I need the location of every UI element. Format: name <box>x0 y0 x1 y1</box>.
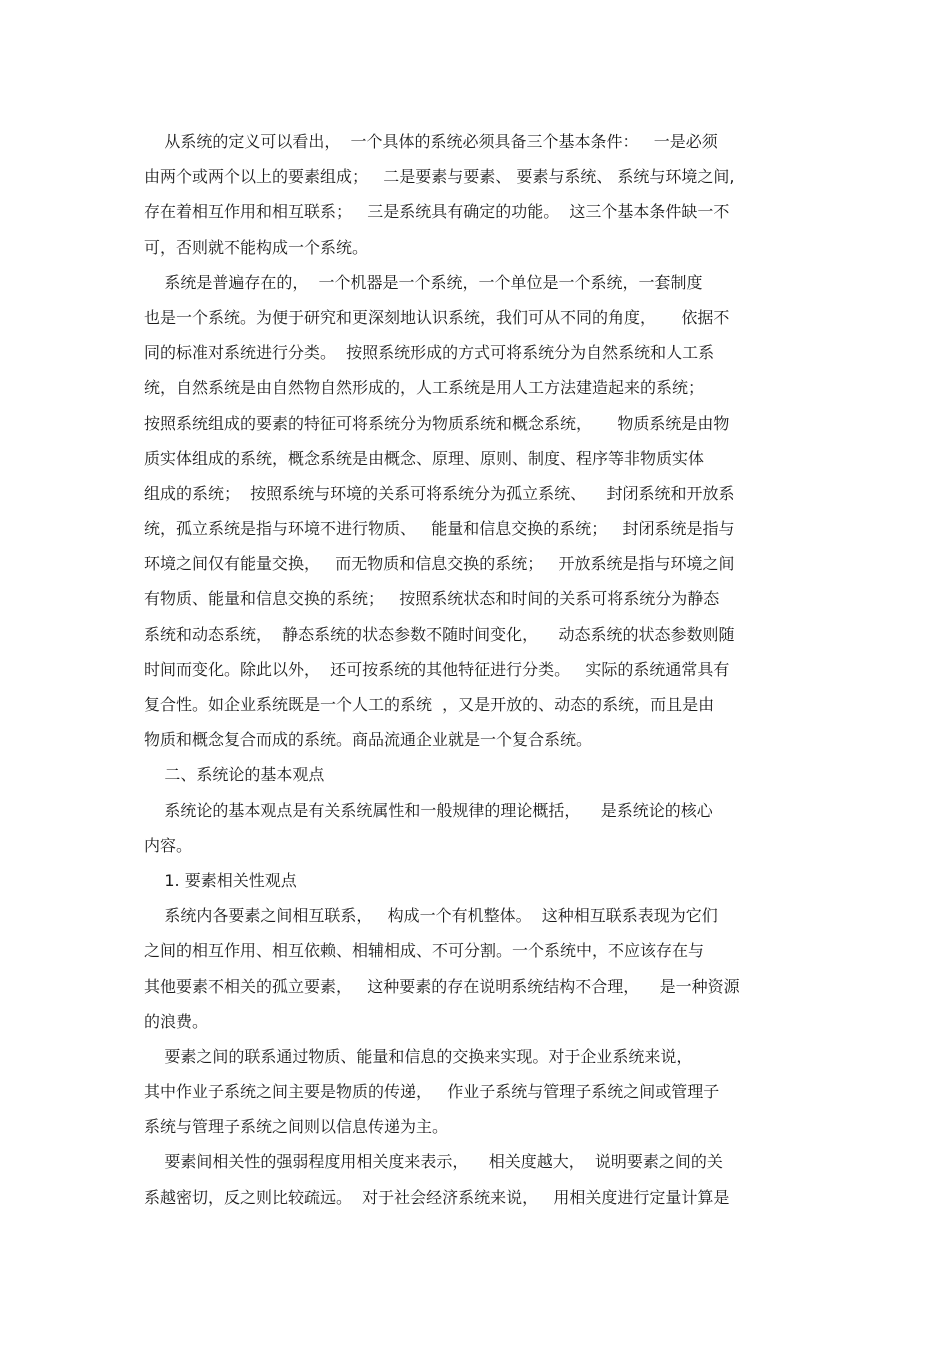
text-line: 系越密切，反之则比较疏远。 对于社会经济系统来说， 用相关度进行定量计算是 <box>144 1187 730 1207</box>
text-line: 从系统的定义可以看出， 一个具体的系统必须具备三个基本条件： 一是必须 <box>144 132 718 151</box>
body-text <box>144 124 809 1215</box>
text-line: 二、系统论的基本观点 <box>144 765 325 785</box>
text-line: 1. 要素相关性观点 <box>144 870 297 890</box>
text-line: 统，自然系统是由自然物自然形成的，人工系统是用人工方法建造起来的系统； <box>144 378 705 398</box>
text-line: 组成的系统； 按照系统与环境的关系可将系统分为孤立系统、 封闭系统和开放系 <box>144 483 735 503</box>
text-line: 也是一个系统。为便于研究和更深刻地认识系统，我们可从不同的角度， 依据不 <box>144 307 730 327</box>
text-line: 内容。 <box>144 835 193 855</box>
text-line: 要素之间的联系通过物质、能量和信息的交换来实现。对于企业系统来说， <box>144 1046 693 1066</box>
text-line: 环境之间仅有能量交换， 而无物质和信息交换的系统； 开放系统是指与环境之间 <box>144 554 735 574</box>
text-line: 时间而变化。除此以外， 还可按系统的其他特征进行分类。 实际的系统通常具有 <box>144 659 730 679</box>
text-line: 存在着相互作用和相互联系； 三是系统具有确定的功能。 这三个基本条件缺一不 <box>144 202 730 222</box>
text-line: 统，孤立系统是指与环境不进行物质、 能量和信息交换的系统； 封闭系统是指与 <box>144 519 735 539</box>
text-line: 其他要素不相关的孤立要素， 这种要素的存在说明系统结构不合理， 是一种资源 <box>144 976 740 996</box>
text-line: 的浪费。 <box>144 1011 209 1031</box>
text-line: 复合性。如企业系统既是一个人工的系统 ，又是开放的、动态的系统，而且是由 <box>144 695 715 714</box>
text-line: 系统是普遍存在的， 一个机器是一个系统，一个单位是一个系统，一套制度 <box>144 272 703 292</box>
text-line: 系统论的基本观点是有关系统属性和一般规律的理论概括， 是系统论的核心 <box>144 800 713 820</box>
text-line: 其中作业子系统之间主要是物质的传递， 作业子系统与管理子系统之间或管理子 <box>144 1082 720 1102</box>
text-line: 物质和概念复合而成的系统。商品流通企业就是一个复合系统。 <box>144 730 593 750</box>
text-line: 按照系统组成的要素的特征可将系统分为物质系统和概念系统， 物质系统是由物 <box>144 413 730 433</box>
text-line: 要素间相关性的强弱程度用相关度来表示， 相关度越大， 说明要素之间的关 <box>144 1152 723 1172</box>
text-line: 系统和动态系统， 静态系统的状态参数不随时间变化， 动态系统的状态参数则随 <box>144 624 735 644</box>
text-line: 质实体组成的系统，概念系统是由概念、原理、原则、制度、程序等非物质实体 <box>144 448 705 468</box>
text-line: 之间的相互作用、相互依赖、相辅相成、不可分割。一个系统中，不应该存在与 <box>144 941 705 961</box>
text-line: 由两个或两个以上的要素组成； 二是要素与要素、 要素与系统、 系统与环境之间, <box>144 167 735 187</box>
text-line: 可，否则就不能构成一个系统。 <box>144 237 369 257</box>
text-line: 同的标准对系统进行分类。 按照系统形成的方式可将系统分为自然系统和人工系 <box>144 343 715 363</box>
text-line: 系统内各要素之间相互联系， 构成一个有机整体。 这种相互联系表现为它们 <box>144 906 718 926</box>
text-line: 系统与管理子系统之间则以信息传递为主。 <box>144 1117 449 1137</box>
text-line: 有物质、能量和信息交换的系统； 按照系统状态和时间的关系可将系统分为静态 <box>144 589 720 609</box>
